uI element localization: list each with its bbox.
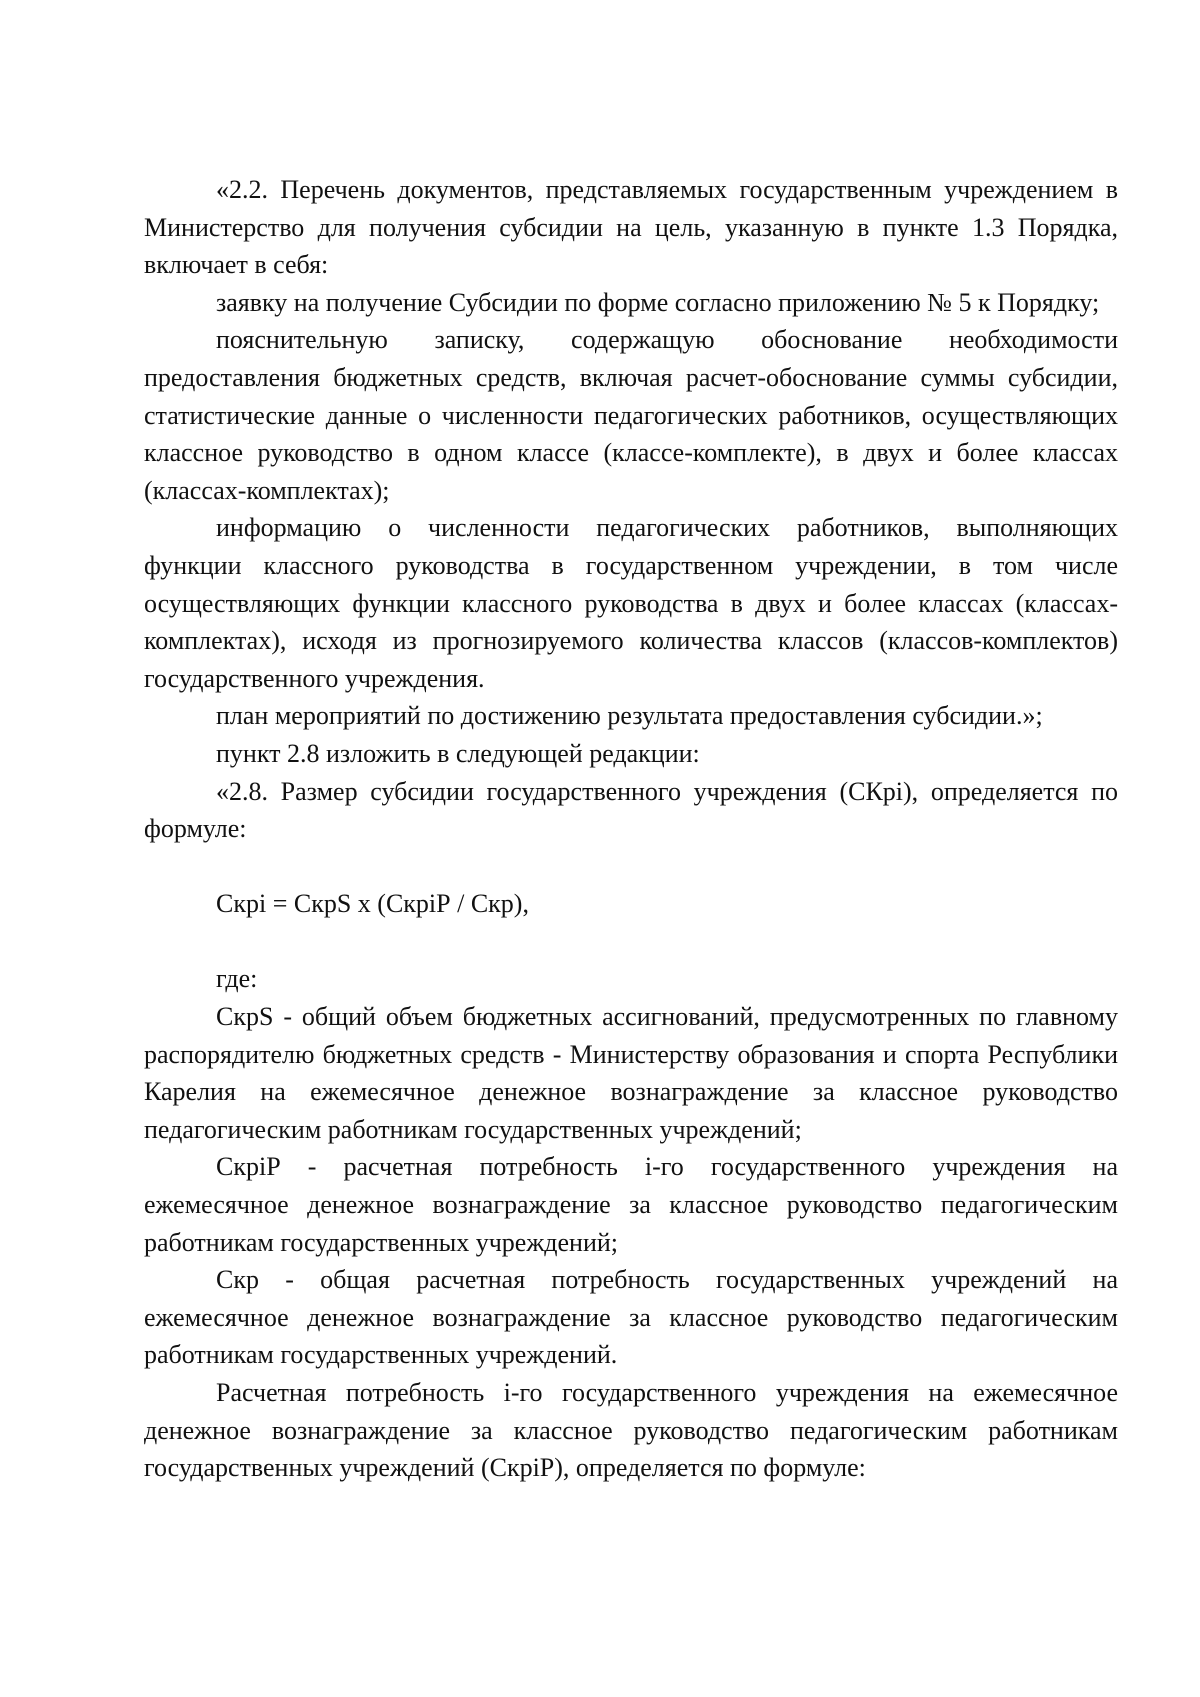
definition-skr: Скр - общая расчетная потребность государственных учреждений на ежемесячное денежное вознаграждение за классное руководство педагогическим работникам государственных учреждений.: [144, 1265, 1118, 1370]
formula-subsidy: Скрi = СкрS х (СкрiР / Скр),: [216, 889, 529, 919]
paragraph-explanatory-note: пояснительную записку, содержащую обоснование необходимости предоставления бюджетных средств, включая расчет-обоснование суммы субсидии, статистические данные о численности педагогических работников, осуществляющих классное руководство в одном классе (классе-комплекте), в двух и более классах (классах-комплектах);: [144, 325, 1118, 505]
paragraph-staff-info: информацию о численности педагогических работников, выполняющих функции классного руководства в государственном учреждении, в том числе осуществляющих функции классного руководства в двух и более классах (классах-комплектах), исходя из прогнозируемого количества классов (классов-комплектов) государственного учреждения.: [144, 513, 1118, 693]
definition-skrs: СкрS - общий объем бюджетных ассигнований, предусмотренных по главному распорядителю бюджетных средств - Министерству образования и спорта Республики Карелия на ежемесячное денежное вознаграждение за классное руководство педагогическим работникам государственных учреждений;: [144, 1002, 1118, 1144]
paragraph-amendment-2-8: пункт 2.8 изложить в следующей редакции:: [216, 738, 700, 768]
spacer: [144, 848, 1118, 886]
paragraph-2-2: «2.2. Перечень документов, представляемых государственным учреждением в Министерство для получения субсидии на цель, указанную в пункте 1.3 Порядка, включает в себя:: [144, 175, 1118, 280]
paragraph-action-plan: план мероприятий по достижению результата предоставления субсидии.»;: [216, 701, 1043, 731]
definition-skrip: СкрiР - расчетная потребность i-го государственного учреждения на ежемесячное денежное вознаграждение за классное руководство педагогическим работникам государственных учреждений;: [144, 1152, 1118, 1257]
paragraph-2-8: «2.8. Размер субсидии государственного учреждения (СКрi), определяется по формуле:: [144, 776, 1118, 844]
paragraph-application: заявку на получение Субсидии по форме согласно приложению № 5 к Порядку;: [216, 287, 1100, 317]
spacer: [144, 923, 1118, 961]
document-body: [144, 171, 1118, 1487]
formula-where-label: где:: [216, 964, 258, 994]
paragraph-calculated-need: Расчетная потребность i-го государственного учреждения на ежемесячное денежное вознаграждение за классное руководство педагогическим работникам государственных учреждений (СкрiР), определяется по формуле:: [144, 1378, 1118, 1483]
